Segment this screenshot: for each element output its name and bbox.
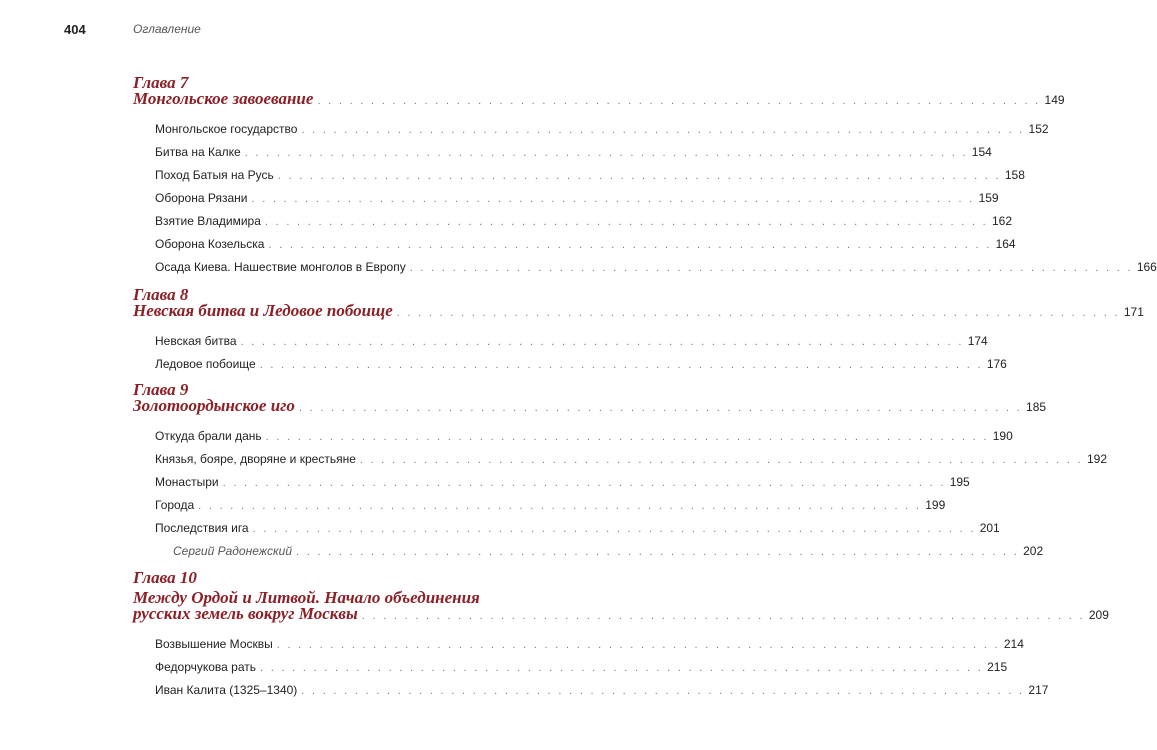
chapter-entry-title: Невская битва и Ледовое побоище xyxy=(133,301,393,320)
section-entry-title: Города xyxy=(155,498,195,512)
chapter-label: Глава 9 xyxy=(133,380,189,399)
chapter-entry xyxy=(133,604,1109,624)
dot-leader: . . . . . . . . . . . . . . . . . . . . . . . . . . . . . . . . . . . . . . . . . . . . . . . . . . . . . . . . . . . . . . . . . . . . xyxy=(265,431,989,443)
dot-leader: . . . . . . . . . . . . . . . . . . . . . . . . . . . . . . . . . . . . . . . . . . . . . . . . . . . . . . . . . . . . . . . . . . . . xyxy=(264,216,988,228)
section-entry-title: Взятие Владимира xyxy=(155,214,261,228)
dot-leader: . . . . . . . . . . . . . . . . . . . . . . . . . . . . . . . . . . . . . . . . . . . . . . . . . . . . . . . . . . . . . . . . . . . . xyxy=(252,523,976,535)
section-entry-title: Возвышение Москвы xyxy=(155,637,273,651)
chapter-entry xyxy=(133,89,1065,109)
section-entry xyxy=(155,260,1157,280)
subsection-entry-title: Сергий Радонежский xyxy=(173,544,293,558)
section-entry xyxy=(155,521,1000,541)
section-entry-title: Оборона Рязани xyxy=(155,191,248,205)
section-entry-title: Иван Калита (1325–1340) xyxy=(155,683,298,697)
dot-leader: . . . . . . . . . . . . . . . . . . . . . . . . . . . . . . . . . . . . . . . . . . . . . . . . . . . . . . . . . . . . . . . . . . . . xyxy=(396,307,1120,319)
chapter-entry-title: Монгольское завоевание xyxy=(133,89,314,108)
section-entry-page: 192 xyxy=(1086,452,1107,466)
section-entry-page: 174 xyxy=(967,334,988,348)
dot-leader: . . . . . . . . . . . . . . . . . . . . . . . . . . . . . . . . . . . . . . . . . . . . . . . . . . . . . . . . . . . . . . . . . . . . xyxy=(260,662,984,674)
chapter-title-line: Между Ордой и Литвой. Начало объединения xyxy=(133,588,480,607)
chapter-entry-title: русских земель вокруг Москвы xyxy=(133,604,358,623)
section-entry-page: 201 xyxy=(979,521,1000,535)
chapter-entry xyxy=(133,396,1047,416)
chapter-label: Глава 10 xyxy=(133,568,197,587)
dot-leader: . . . . . . . . . . . . . . . . . . . . . . . . . . . . . . . . . . . . . . . . . . . . . . . . . . . . . . . . . . . . . . . . . . . . xyxy=(268,239,992,251)
section-entry-title: Князья, бояре, дворяне и крестьяне xyxy=(155,452,356,466)
section-entry-page: 199 xyxy=(925,498,946,512)
chapter-entry-page: 185 xyxy=(1026,400,1047,414)
chapter-entry-page: 171 xyxy=(1123,305,1144,319)
chapter-label: Глава 8 xyxy=(133,285,189,304)
section-entry-title: Ледовое побоище xyxy=(155,357,256,371)
dot-leader: . . . . . . . . . . . . . . . . . . . . . . . . . . . . . . . . . . . . . . . . . . . . . . . . . . . . . . . . . . . . . . . . . . . . xyxy=(409,262,1133,274)
section-entry-page: 162 xyxy=(992,214,1013,228)
section-entry-title: Монгольское государство xyxy=(155,122,298,136)
section-entry xyxy=(155,357,1007,377)
dot-leader: . . . . . . . . . . . . . . . . . . . . . . . . . . . . . . . . . . . . . . . . . . . . . . . . . . . . . . . . . . . . . . . . . . . . xyxy=(198,500,922,512)
dot-leader: . . . . . . . . . . . . . . . . . . . . . . . . . . . . . . . . . . . . . . . . . . . . . . . . . . . . . . . . . . . . . . . . . . . . xyxy=(222,477,946,489)
dot-leader: . . . . . . . . . . . . . . . . . . . . . . . . . . . . . . . . . . . . . . . . . . . . . . . . . . . . . . . . . . . . . . . . . . . . xyxy=(301,685,1025,697)
section-entry-title: Битва на Калке xyxy=(155,145,241,159)
section-entry xyxy=(155,214,1013,234)
section-entry xyxy=(155,168,1025,188)
section-entry-page: 215 xyxy=(987,660,1008,674)
section-entry-page: 166 xyxy=(1136,260,1157,274)
section-entry xyxy=(155,191,999,211)
section-entry-title: Поход Батыя на Русь xyxy=(155,168,274,182)
section-entry xyxy=(155,683,1049,703)
subsection-entry xyxy=(173,544,1044,564)
section-entry xyxy=(155,660,1008,680)
section-entry xyxy=(155,429,1013,449)
chapter-entry-page: 209 xyxy=(1088,608,1109,622)
section-entry-page: 154 xyxy=(971,145,992,159)
dot-leader: . . . . . . . . . . . . . . . . . . . . . . . . . . . . . . . . . . . . . . . . . . . . . . . . . . . . . . . . . . . . . . . . . . . . xyxy=(317,95,1041,107)
section-entry-title: Невская битва xyxy=(155,334,237,348)
running-head-title: Оглавление xyxy=(133,22,201,36)
dot-leader: . . . . . . . . . . . . . . . . . . . . . . . . . . . . . . . . . . . . . . . . . . . . . . . . . . . . . . . . . . . . . . . . . . . . xyxy=(301,124,1025,136)
chapter-entry xyxy=(133,301,1144,321)
section-entry xyxy=(155,637,1024,657)
dot-leader: . . . . . . . . . . . . . . . . . . . . . . . . . . . . . . . . . . . . . . . . . . . . . . . . . . . . . . . . . . . . . . . . . . . . xyxy=(276,639,1000,651)
section-entry-page: 217 xyxy=(1028,683,1049,697)
section-entry xyxy=(155,475,970,495)
section-entry xyxy=(155,237,1016,257)
section-entry-title: Последствия ига xyxy=(155,521,249,535)
section-entry-page: 164 xyxy=(995,237,1016,251)
dot-leader: . . . . . . . . . . . . . . . . . . . . . . . . . . . . . . . . . . . . . . . . . . . . . . . . . . . . . . . . . . . . . . . . . . . . xyxy=(298,402,1023,414)
section-entry-title: Федорчукова рать xyxy=(155,660,257,674)
section-entry-title: Монастыри xyxy=(155,475,219,489)
chapter-entry-page: 149 xyxy=(1044,93,1065,107)
dot-leader: . . . . . . . . . . . . . . . . . . . . . . . . . . . . . . . . . . . . . . . . . . . . . . . . . . . . . . . . . . . . . . . . . . . . xyxy=(259,359,983,371)
section-entry-page: 190 xyxy=(992,429,1013,443)
dot-leader: . . . . . . . . . . . . . . . . . . . . . . . . . . . . . . . . . . . . . . . . . . . . . . . . . . . . . . . . . . . . . . . . . . . . xyxy=(359,454,1083,466)
section-entry-page: 176 xyxy=(986,357,1007,371)
section-entry-title: Откуда брали дань xyxy=(155,429,262,443)
section-entry xyxy=(155,334,988,354)
section-entry-title: Осада Киева. Нашествие монголов в Европу xyxy=(155,260,406,274)
dot-leader: . . . . . . . . . . . . . . . . . . . . . . . . . . . . . . . . . . . . . . . . . . . . . . . . . . . . . . . . . . . . . . . . . . . . xyxy=(240,336,964,348)
subsection-entry-page: 202 xyxy=(1023,544,1044,558)
dot-leader: . . . . . . . . . . . . . . . . . . . . . . . . . . . . . . . . . . . . . . . . . . . . . . . . . . . . . . . . . . . . . . . . . . . . xyxy=(361,610,1085,622)
chapter-entry-title: Золотоордынское иго xyxy=(133,396,295,415)
dot-leader: . . . . . . . . . . . . . . . . . . . . . . . . . . . . . . . . . . . . . . . . . . . . . . . . . . . . . . . . . . . . . . . . . . . . xyxy=(277,170,1001,182)
dot-leader: . . . . . . . . . . . . . . . . . . . . . . . . . . . . . . . . . . . . . . . . . . . . . . . . . . . . . . . . . . . . . . . . . . . . xyxy=(244,147,968,159)
section-entry-page: 214 xyxy=(1003,637,1024,651)
section-entry-page: 152 xyxy=(1028,122,1049,136)
section-entry-page: 158 xyxy=(1004,168,1025,182)
section-entry-page: 195 xyxy=(949,475,970,489)
section-entry-title: Оборона Козельска xyxy=(155,237,265,251)
dot-leader: . . . . . . . . . . . . . . . . . . . . . . . . . . . . . . . . . . . . . . . . . . . . . . . . . . . . . . . . . . . . . . . . . . . . xyxy=(251,193,975,205)
section-entry-page: 159 xyxy=(978,191,999,205)
section-entry xyxy=(155,122,1049,142)
section-entry xyxy=(155,498,946,518)
dot-leader: . . . . . . . . . . . . . . . . . . . . . . . . . . . . . . . . . . . . . . . . . . . . . . . . . . . . . . . . . . . . . . . . . . . . xyxy=(296,546,1020,558)
page-number: 404 xyxy=(64,22,86,37)
section-entry xyxy=(155,452,1107,472)
chapter-label: Глава 7 xyxy=(133,73,189,92)
section-entry xyxy=(155,145,992,165)
